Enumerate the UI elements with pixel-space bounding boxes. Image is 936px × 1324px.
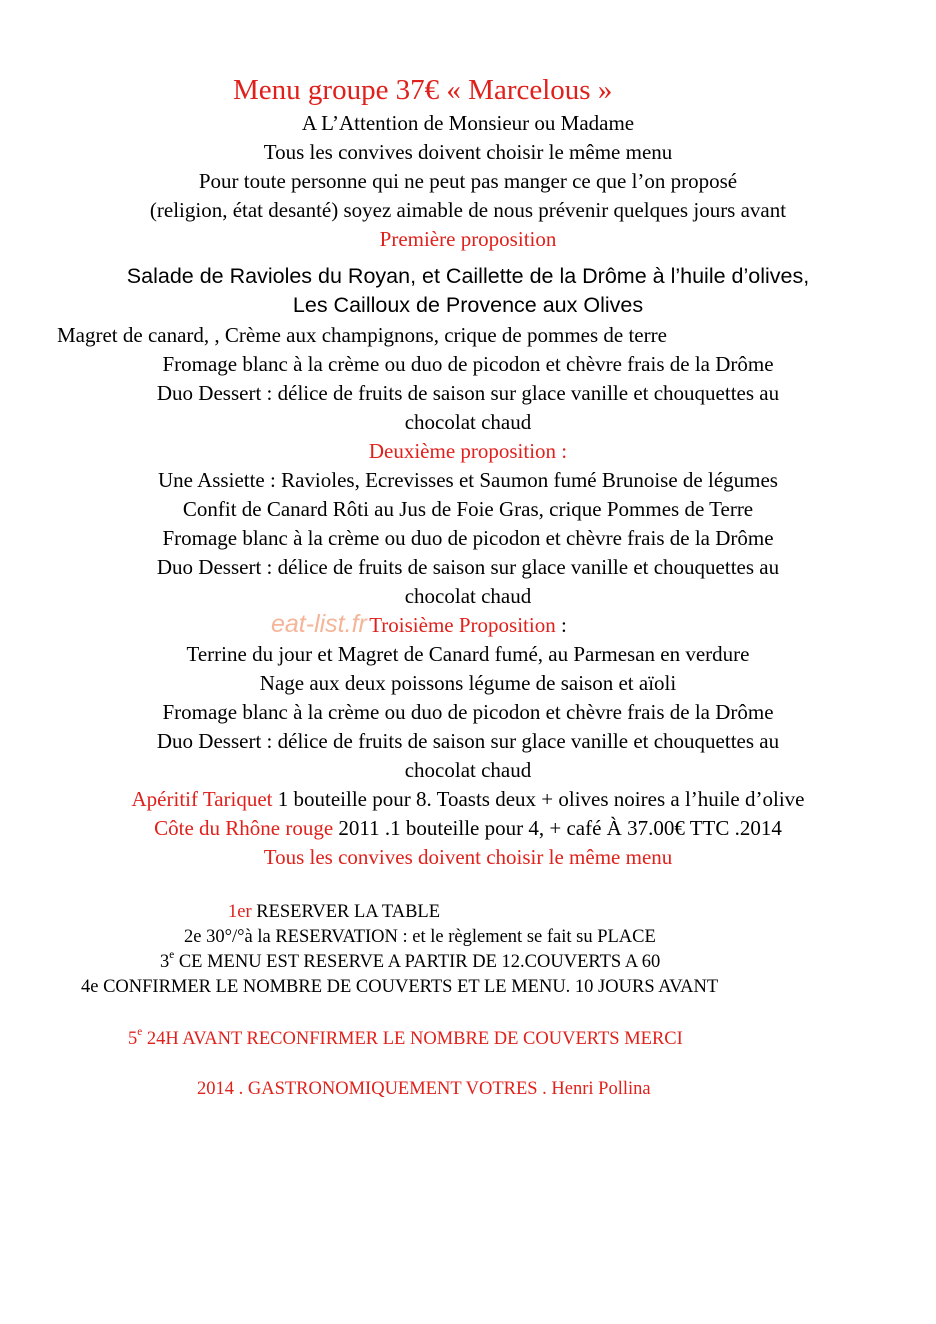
condition-3 <box>160 949 661 972</box>
proposal-1-cheese: Fromage blanc à la crème ou duo de picodon et chèvre frais de la Drôme <box>162 352 774 376</box>
condition-3-text: CE MENU EST RESERVE A PARTIR DE 12.COUVERTS A 60 <box>174 952 661 972</box>
proposal-3-dessert: Duo Dessert : délice de fruits de saison sur glace vanille et chouquettes au <box>156 729 780 753</box>
proposal-3-main: Nage aux deux poissons légume de saison et aïoli <box>259 671 677 695</box>
wine-text: 2011 .1 bouteille pour 4, + café À 37.00€ TTC .2014 <box>333 816 782 840</box>
intro-line: Pour toute personne qui ne peut pas manger ce que l’on proposé <box>198 169 738 193</box>
proposal-1-starter: Salade de Ravioles du Royan, et Caillette de la Drôme à l’huile d’olives, <box>126 264 810 288</box>
condition-5-text: 24H AVANT RECONFIRMER LE NOMBRE DE COUVERTS MERCI <box>142 1029 683 1049</box>
condition-2: 2e 30°/°à la RESERVATION : et le règlement se fait su PLACE <box>184 927 656 947</box>
wine-line <box>0 818 936 839</box>
condition-1 <box>228 903 440 922</box>
aperitif-line <box>0 789 936 810</box>
proposal-2-heading: Deuxième proposition : <box>368 439 568 463</box>
condition-1-text: RESERVER LA TABLE <box>251 902 441 922</box>
proposal-3-heading-colon: : <box>555 613 567 637</box>
proposal-3-heading <box>0 615 936 636</box>
proposal-3-dessert: chocolat chaud <box>404 758 532 782</box>
proposal-2-main: Confit de Canard Rôti au Jus de Foie Gras, crique Pommes de Terre <box>182 497 754 521</box>
site-watermark: eat-list.fr <box>271 610 367 638</box>
condition-3-number: 3 <box>160 952 170 972</box>
proposal-1-starter: Les Cailloux de Provence aux Olives <box>292 293 644 317</box>
condition-5 <box>128 1026 683 1049</box>
condition-3-suffix: e <box>169 949 175 961</box>
menu-title: Menu groupe 37€ « Marcelous » <box>233 74 613 106</box>
proposal-2-dessert: chocolat chaud <box>404 584 532 608</box>
signature: 2014 . GASTRONOMIQUEMENT VOTRES . Henri Pollina <box>197 1079 651 1099</box>
condition-4: 4e CONFIRMER LE NOMBRE DE COUVERTS ET LE MENU. 10 JOURS AVANT <box>81 977 719 997</box>
proposal-1-main: Magret de canard, , Crème aux champignons, crique de pommes de terre <box>57 323 667 347</box>
proposal-3-cheese: Fromage blanc à la crème ou duo de picodon et chèvre frais de la Drôme <box>162 700 774 724</box>
wine-label: Côte du Rhône rouge <box>154 816 334 840</box>
proposal-2-dessert: Duo Dessert : délice de fruits de saison sur glace vanille et chouquettes au <box>156 555 780 579</box>
condition-1-number: 1er <box>228 902 252 922</box>
proposal-1-heading: Première proposition <box>379 227 557 251</box>
intro-line: A L’Attention de Monsieur ou Madame <box>301 111 635 135</box>
condition-5-number: 5 <box>128 1029 138 1049</box>
intro-line: Tous les convives doivent choisir le même menu <box>263 140 673 164</box>
aperitif-label: Apéritif Tariquet <box>131 787 273 811</box>
proposal-2-starter: Une Assiette : Ravioles, Ecrevisses et Saumon fumé Brunoise de légumes <box>158 468 778 492</box>
intro-line: (religion, état desanté) soyez aimable de nous prévenir quelques jours avant <box>149 198 787 222</box>
proposal-2-cheese: Fromage blanc à la crème ou duo de picodon et chèvre frais de la Drôme <box>162 526 774 550</box>
closing-line: Tous les convives doivent choisir le même menu <box>263 845 673 869</box>
proposal-3-heading-text: Troisième Proposition <box>369 613 556 637</box>
proposal-3-starter: Terrine du jour et Magret de Canard fumé, au Parmesan en verdure <box>186 642 750 666</box>
proposal-1-dessert: Duo Dessert : délice de fruits de saison sur glace vanille et chouquettes au <box>156 381 780 405</box>
proposal-1-dessert: chocolat chaud <box>404 410 532 434</box>
aperitif-text: 1 bouteille pour 8. Toasts deux + olives noires a l’huile d’olive <box>272 787 805 811</box>
condition-5-suffix: e <box>137 1026 143 1038</box>
